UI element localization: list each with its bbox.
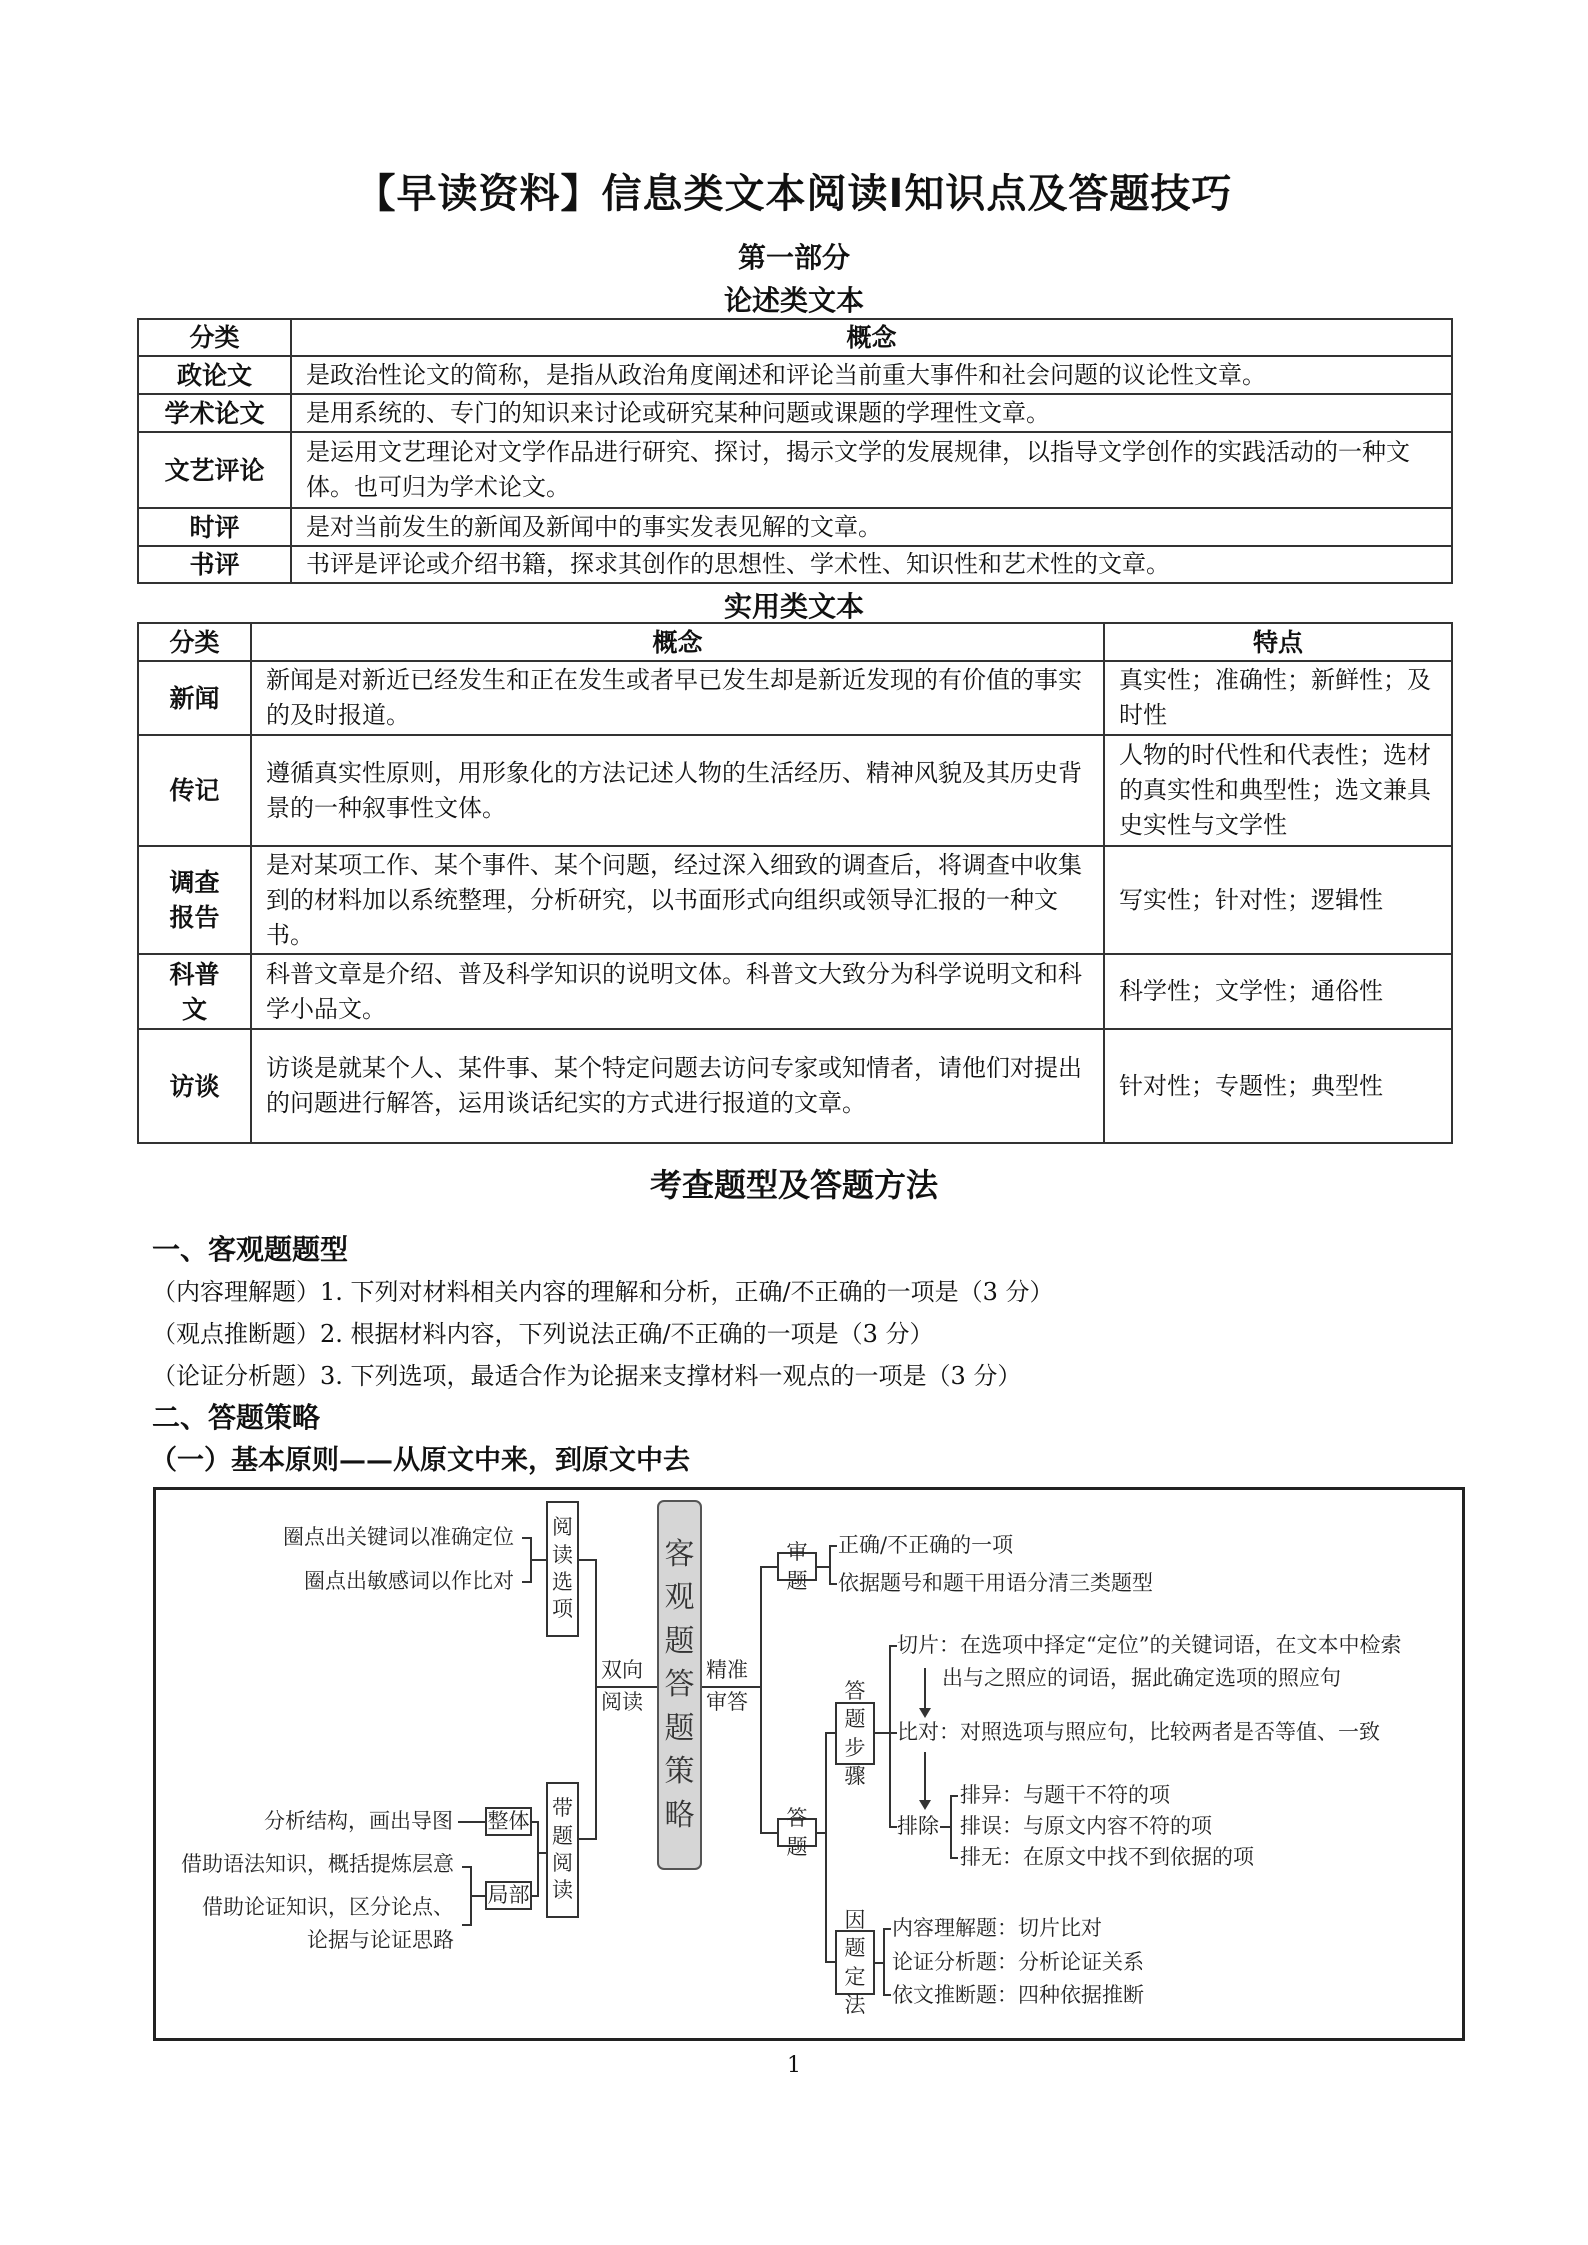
review-item: 依据题号和题干用语分清三类题型 (838, 1571, 1153, 1595)
row-category: 传记 (138, 735, 251, 846)
row-category: 访谈 (138, 1029, 251, 1143)
label-char: 带 (552, 1796, 573, 1821)
core-char: 客 (664, 1536, 695, 1572)
page-title: 【早读资料】信息类文本阅读Ⅰ知识点及答题技巧 (355, 171, 1233, 217)
row-feature: 针对性；专题性；典型性 (1104, 1029, 1452, 1143)
connector-line (578, 1838, 596, 1840)
header-category: 分类 (138, 319, 291, 356)
exclude-item: 排误：与原文内容不符的项 (960, 1814, 1212, 1838)
row-concept: 科普文章是介绍、普及科学知识的说明文体。科普文大致分为科学说明文和科学小品文。 (251, 954, 1104, 1029)
label-line: 步骤 (844, 1735, 866, 1788)
header-category: 分类 (138, 623, 251, 661)
link-label-bottom: 审答 (706, 1690, 748, 1714)
row-concept: 书评是评论或介绍书籍，探求其创作的思想性、学术性、知识性和艺术性的文章。 (291, 546, 1452, 583)
read-option-item: 圈点出关键词以准确定位 (283, 1525, 514, 1549)
basic-principle: （一）基本原则——从原文中来，到原文中去 (150, 1445, 690, 1476)
connector-line (950, 1795, 958, 1797)
connector-line (530, 1559, 546, 1561)
connector-line (950, 1795, 952, 1859)
exclude-step: 排除 (897, 1814, 939, 1838)
section-objective-types: 一、客观题题型 (152, 1233, 349, 1266)
argumentative-table (137, 318, 1453, 584)
read-with-question-box (546, 1782, 579, 1918)
whole-item: 分析结构，画出导图 (264, 1809, 453, 1833)
connector-line (883, 1928, 885, 1996)
row-concept: 是用系统的、专门的知识来讨论或研究某种问题或课题的学理性文章。 (291, 394, 1452, 432)
table-row (138, 394, 1452, 432)
connector-line (458, 1821, 485, 1823)
connector-line (531, 1821, 538, 1823)
question-type-2: （观点推断题）2. 根据材料内容，下列说法正确/不正确的一项是（3 分） (152, 1320, 934, 1348)
review-item: 正确/不正确的一项 (838, 1533, 1014, 1557)
header-feature: 特点 (1104, 623, 1452, 661)
compare-step: 比对：对照选项与照应句，比较两者是否等值、一致 (897, 1720, 1380, 1744)
connector-line (889, 1826, 897, 1828)
link-label-top: 精准 (706, 1658, 748, 1682)
core-char: 略 (664, 1797, 695, 1833)
practical-heading: 实用类文本 (723, 590, 864, 623)
connector-line (470, 1895, 485, 1897)
core-char: 题 (664, 1623, 695, 1659)
row-feature: 科学性；文学性；通俗性 (1104, 954, 1452, 1029)
methods-heading: 考查题型及答题方法 (649, 1166, 938, 1204)
header-concept: 概念 (251, 623, 1104, 661)
connector-line (825, 1732, 827, 1963)
row-concept: 新闻是对新近已经发生和正在发生或者早已发生却是新近发现的有价值的事实的及时报道。 (251, 661, 1104, 735)
section-strategy: 二、答题策略 (152, 1401, 321, 1434)
connector-line (760, 1566, 777, 1568)
part-item: 借助语法知识，概括提炼层意 (181, 1852, 454, 1876)
label-line: 因题 (844, 1907, 866, 1961)
connector-line (578, 1559, 596, 1561)
row-category: 学术论文 (138, 394, 291, 432)
link-label-bottom: 阅读 (601, 1690, 643, 1714)
arrow-head-icon (919, 1800, 931, 1810)
arrow-down-icon (924, 1668, 926, 1710)
argumentative-heading: 论述类文本 (723, 284, 864, 317)
read-option-item: 圈点出敏感词以作比对 (304, 1569, 514, 1593)
table-row (138, 846, 1452, 954)
part-item: 论据与论证思路 (307, 1928, 454, 1952)
connector-line (825, 1732, 835, 1734)
connector-line (522, 1537, 531, 1539)
question-type-1: （内容理解题）1. 下列对材料相关内容的理解和分析，正确/不正确的一项是（3 分） (152, 1278, 1054, 1306)
review-box: 审题 (777, 1552, 817, 1581)
connector-line (825, 1961, 835, 1963)
table-row (138, 954, 1452, 1029)
exclude-item: 排异：与题干不符的项 (960, 1783, 1170, 1807)
connector-line (950, 1857, 958, 1859)
part-item: 借助论证知识，区分论点、 (202, 1895, 454, 1919)
whole-box: 整体 (485, 1807, 532, 1836)
row-concept: 是对当前发生的新闻及新闻中的事实发表见解的文章。 (291, 508, 1452, 546)
table-header-row (138, 623, 1452, 661)
connector-line (462, 1924, 471, 1926)
core-char: 答 (664, 1667, 695, 1703)
read-options-box (546, 1501, 579, 1637)
by-type-item: 依文推断题：四种依据推断 (892, 1983, 1144, 2007)
row-concept: 是政治性论文的简称，是指从政治角度阐述和评论当前重大事件和社会问题的议论性文章。 (291, 356, 1452, 394)
slice-step: 切片：在选项中择定“定位”的关键词语，在文本中检索 (897, 1633, 1402, 1657)
connector-line (522, 1581, 531, 1583)
row-category: 科普文 (138, 954, 251, 1029)
connector-line (889, 1732, 897, 1734)
row-category: 调查报告 (138, 846, 251, 954)
page-number: 1 (787, 2053, 801, 2078)
slice-step-cont: 出与之照应的词语，据此确定选项的照应句 (942, 1666, 1341, 1690)
core-char: 策 (664, 1754, 695, 1790)
row-category: 时评 (138, 508, 291, 546)
connector-line (760, 1832, 777, 1834)
row-concept: 遵循真实性原则，用形象化的方法记述人物的生活经历、精神风貌及其历史背景的一种叙事性文体。 (251, 735, 1104, 846)
table-row (138, 661, 1452, 735)
table-row (138, 508, 1452, 546)
connector-line (889, 1645, 891, 1828)
answer-box: 答题 (777, 1818, 817, 1847)
label-char: 阅 (552, 1851, 573, 1875)
connector-line (829, 1545, 837, 1547)
connector-line (595, 1686, 657, 1688)
table-header-row (138, 319, 1452, 356)
connector-line (883, 1994, 891, 1996)
label-char: 读 (552, 1878, 573, 1903)
by-type-item: 论证分析题：分析论证关系 (892, 1950, 1144, 1974)
connector-line (702, 1686, 760, 1688)
row-feature: 人物的时代性和代表性；选材的真实性和典型性；选文兼具史实性与文学性 (1104, 735, 1452, 846)
table-row (138, 1029, 1452, 1143)
connector-line (470, 1866, 472, 1926)
row-concept: 访谈是就某个人、某件事、某个特定问题去访问专家或知情者，请他们对提出的问题进行解答，运用谈话纪实的方式进行报道的文章。 (251, 1029, 1104, 1143)
link-label-top: 双向 (601, 1658, 643, 1682)
connector-line (530, 1537, 532, 1583)
label-line: 答题 (844, 1678, 866, 1732)
connector-line (829, 1545, 831, 1585)
connector-line (595, 1559, 597, 1840)
table-row (138, 735, 1452, 846)
core-char: 观 (664, 1580, 695, 1616)
connector-line (883, 1928, 891, 1930)
label-char: 题 (552, 1823, 573, 1848)
exclude-item: 排无：在原文中找不到依据的项 (960, 1845, 1254, 1869)
row-feature: 真实性；准确性；新鲜性；及时性 (1104, 661, 1452, 735)
label-char: 选 (552, 1570, 573, 1594)
connector-line (760, 1566, 762, 1834)
row-category: 书评 (138, 546, 291, 583)
arrow-down-icon (924, 1752, 926, 1802)
row-category: 政论文 (138, 356, 291, 394)
core-strategy-box (657, 1500, 702, 1870)
row-category: 文艺评论 (138, 432, 291, 508)
by-type-item: 内容理解题：切片比对 (892, 1916, 1102, 1940)
row-concept: 是对某项工作、某个事件、某个问题，经过深入细致的调查后，将调查中收集到的材料加以系统整理，分析研究，以书面形式向组织或领导汇报的一种文书。 (251, 846, 1104, 954)
label-char: 项 (552, 1597, 573, 1622)
row-feature: 写实性；针对性；逻辑性 (1104, 846, 1452, 954)
label-line: 定法 (844, 1964, 866, 2017)
connector-line (462, 1866, 471, 1868)
strategy-diagram (153, 1487, 1465, 2041)
connector-line (829, 1583, 837, 1585)
answer-steps-box (835, 1678, 875, 1788)
connector-line (531, 1895, 538, 1897)
table-row (138, 356, 1452, 394)
part-heading: 第一部分 (737, 241, 850, 274)
by-type-box (835, 1907, 875, 2017)
table-row (138, 432, 1452, 508)
label-char: 阅 (552, 1515, 573, 1540)
row-concept: 是运用文艺理论对文学作品进行研究、探讨，揭示文学的发展规律，以指导文学创作的实践活动的一种文体。也可归为学术论文。 (291, 432, 1452, 508)
question-type-3: （论证分析题）3. 下列选项，最适合作为论据来支撑材料一观点的一项是（3 分） (152, 1362, 1022, 1390)
arrow-head-icon (919, 1708, 931, 1718)
practical-table (137, 622, 1453, 1144)
connector-line (889, 1645, 897, 1647)
core-char: 题 (664, 1710, 695, 1746)
part-box: 局部 (485, 1881, 532, 1910)
header-concept: 概念 (291, 319, 1452, 356)
connector-line (537, 1821, 539, 1897)
row-category: 新闻 (138, 661, 251, 735)
label-char: 读 (552, 1542, 573, 1567)
table-row (138, 546, 1452, 583)
